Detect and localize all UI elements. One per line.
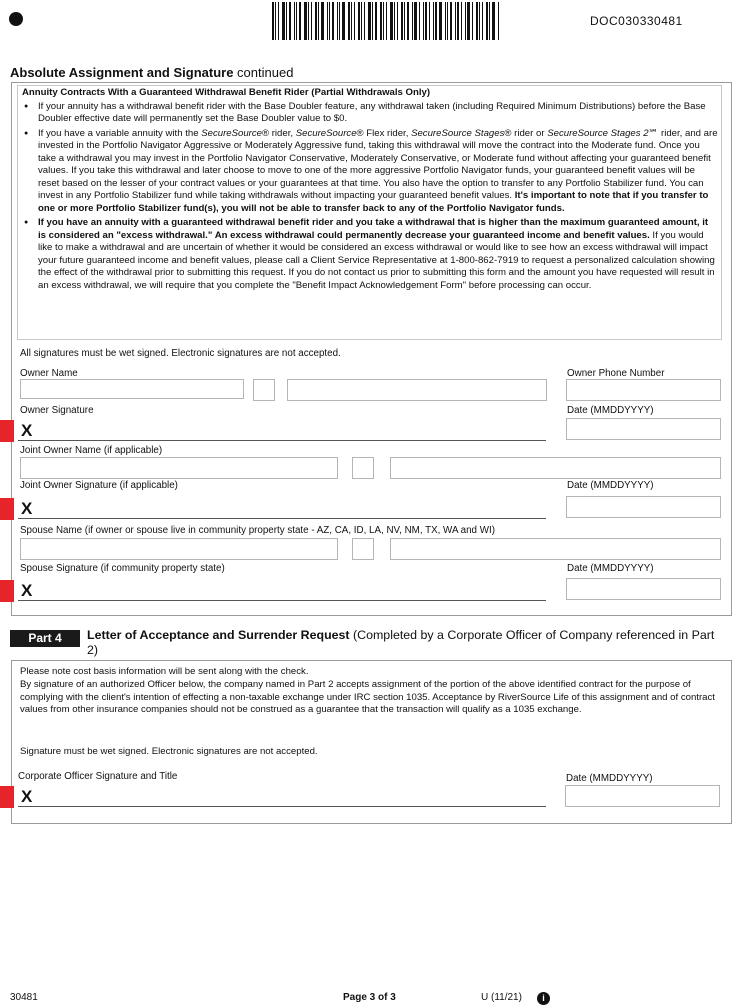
rider-bullet-2-d: SecureSource: [295, 127, 357, 139]
joint-owner-last-name-field[interactable]: [390, 457, 721, 479]
wet-signature-note: All signatures must be wet signed. Electronic signatures are not accepted.: [20, 348, 341, 359]
form-number: 30481: [10, 992, 38, 1003]
owner-signature-x: X: [21, 421, 33, 440]
spouse-signature-flag-icon: [0, 580, 14, 602]
rider-bullet-2-g: ® rider or: [504, 127, 548, 139]
form-version: U (11/21): [481, 992, 522, 1003]
document-id: DOC030330481: [590, 14, 683, 28]
joint-owner-date-label: Date (MMDDYYYY): [567, 480, 654, 491]
part-4-wet-signature-note: Signature must be wet signed. Electronic signatures are not accepted.: [20, 746, 318, 757]
rider-bullet-2-e: ® Flex rider,: [356, 127, 412, 139]
owner-phone-label: Owner Phone Number: [567, 368, 665, 379]
joint-owner-middle-initial-field[interactable]: [352, 457, 374, 479]
owner-date-label: Date (MMDDYYYY): [567, 405, 654, 416]
joint-owner-signature-label: Joint Owner Signature (if applicable): [20, 480, 178, 491]
joint-owner-first-name-field[interactable]: [20, 457, 338, 479]
owner-phone-field[interactable]: [566, 379, 721, 401]
rider-notice-box: [17, 85, 722, 340]
spouse-middle-initial-field[interactable]: [352, 538, 374, 560]
officer-signature-flag-icon: [0, 786, 14, 808]
owner-name-label: Owner Name: [20, 368, 78, 379]
rider-bullets: [22, 101, 718, 293]
joint-owner-date-field[interactable]: [566, 496, 721, 518]
part-4-title-bold: Letter of Acceptance and Surrender Request: [87, 628, 350, 642]
rider-bullet-2-c: ® rider,: [262, 127, 296, 139]
officer-signature-label: Corporate Officer Signature and Title: [18, 771, 178, 782]
rider-bullet-2: [22, 128, 718, 216]
section-title: [10, 65, 293, 80]
rider-bullet-3-rest: If you would like to make a withdrawal and are uncertain of whether it would be considered an excess withdrawal or would like to see how an excess withdrawal will impact your future guaranteed income and benefit values, please call a Client Service Representative at 1-800-862-7919 to request a personalized calculation showing the effect of the withdrawal prior to submitting this request. If you do not contact us prior to submitting this form and the amount you have requested will result in an excess withdrawal, we will require that you complete the "Benefit Impact Acknowledgement Form" before processing can occur.: [38, 229, 715, 291]
owner-signature-line[interactable]: [18, 420, 546, 441]
officer-signature-x: X: [21, 787, 33, 806]
joint-owner-signature-line[interactable]: [18, 498, 546, 519]
rider-bullet-2-h: SecureSource Stages 2: [547, 127, 649, 139]
barcode-icon: [272, 2, 500, 40]
cost-basis-note: Please note cost basis information will be sent along with the check.: [20, 666, 309, 677]
rider-bullet-3: [22, 217, 718, 292]
rider-bullet-3-bold: If you have an annuity with a guaranteed withdrawal benefit rider and you take a withdrawal that is higher than the maximum guaranteed amount, it is considered an "excess withdrawal." An excess withdrawal could permanently decrease your guaranteed income and benefit values.: [38, 217, 709, 241]
registration-dot-icon: [9, 12, 23, 26]
rider-bullet-2-bold: It's important to note that if you transfer to one or more Portfolio Stabilizer fund(s), you will not be able to transfer back to any of the Portfolio Navigator funds.: [38, 190, 709, 214]
owner-last-name-field[interactable]: [287, 379, 547, 401]
spouse-first-name-field[interactable]: [20, 538, 338, 560]
spouse-last-name-field[interactable]: [390, 538, 721, 560]
owner-date-field[interactable]: [566, 418, 721, 440]
rider-bullet-2-b: SecureSource: [201, 127, 262, 139]
spouse-signature-line[interactable]: [18, 580, 546, 601]
spouse-date-label: Date (MMDDYYYY): [567, 563, 654, 574]
joint-owner-signature-x: X: [21, 499, 33, 518]
rider-bullet-2-f: SecureSource Stages: [411, 127, 505, 139]
joint-owner-signature-flag-icon: [0, 498, 14, 520]
rider-bullet-1: ● If your annuity has a withdrawal benefit rider with the Base Doubler feature, any withdrawal taken (including Required Minimum Distributions) before the Base Doubler effective date will permanently set the Base Doubler value to $0.: [22, 101, 718, 126]
joint-owner-name-label: Joint Owner Name (if applicable): [20, 445, 163, 456]
rider-bullet-2-a: If you have a variable annuity with the: [38, 127, 202, 139]
rider-bullet-2-i: ℠ rider, and are invested in the Portfolio Navigator Aggressive or Moderately Aggressive fund, taking this withdrawal will move the contract into the Moderate fund. Once you take a withdrawal you may invest in the Portfolio Navigator Conservative, Moderately Conservative, or Moderate fund without affecting your guaranteed benefit values. If you take this withdrawal and later choose to move to one of the more aggressive Portfolio Navigator funds, your guaranteed benefit values will be reset based on the lesser of your contract values or your guarantees at that time. You also have the option to transfer to any Portfolio Stabilizer fund. You can invest in any Portfolio Stabilizer fund while taking withdrawals without impacting your guaranteed benefit values.: [38, 127, 718, 201]
part-4-tab: Part 4: [10, 630, 80, 647]
info-icon: i: [537, 992, 550, 1005]
page-number: Page 3 of 3: [343, 992, 396, 1003]
spouse-signature-label: Spouse Signature (if community property state): [20, 563, 225, 574]
owner-middle-initial-field[interactable]: [253, 379, 275, 401]
spouse-name-label: Spouse Name (if owner or spouse live in community property state - AZ, CA, ID, LA, NV, NM, TX, WA and WI): [20, 525, 495, 536]
officer-signature-line[interactable]: [18, 786, 546, 807]
part-4-title: [87, 628, 727, 658]
part-4-title-rest: (Completed by a Corporate Officer of Company referenced in Part 2): [87, 628, 715, 657]
owner-signature-flag-icon: [0, 420, 14, 442]
officer-date-field[interactable]: [565, 785, 720, 807]
officer-date-label: Date (MMDDYYYY): [566, 773, 653, 784]
owner-signature-label: Owner Signature: [20, 405, 94, 416]
rider-heading: Annuity Contracts With a Guaranteed Withdrawal Benefit Rider (Partial Withdrawals Only): [22, 87, 431, 98]
spouse-signature-x: X: [21, 581, 33, 600]
section-title-bold: Absolute Assignment and Signature: [10, 65, 234, 80]
owner-first-name-field[interactable]: [20, 379, 244, 399]
section-title-rest: continued: [233, 65, 294, 80]
spouse-date-field[interactable]: [566, 578, 721, 600]
part-4-paragraph: By signature of an authorized Officer below, the company named in Part 2 accepts assignment of the portion of the above identified contract for the purpose of complying with the client's intention of effecting a non-taxable exchange under IRC section 1035. Acceptance by RiverSource Life of this assignment and of contract values from other insurance companies should not be construed as a guarantee that the transaction will qualify as a 1035 exchange.: [20, 679, 715, 715]
